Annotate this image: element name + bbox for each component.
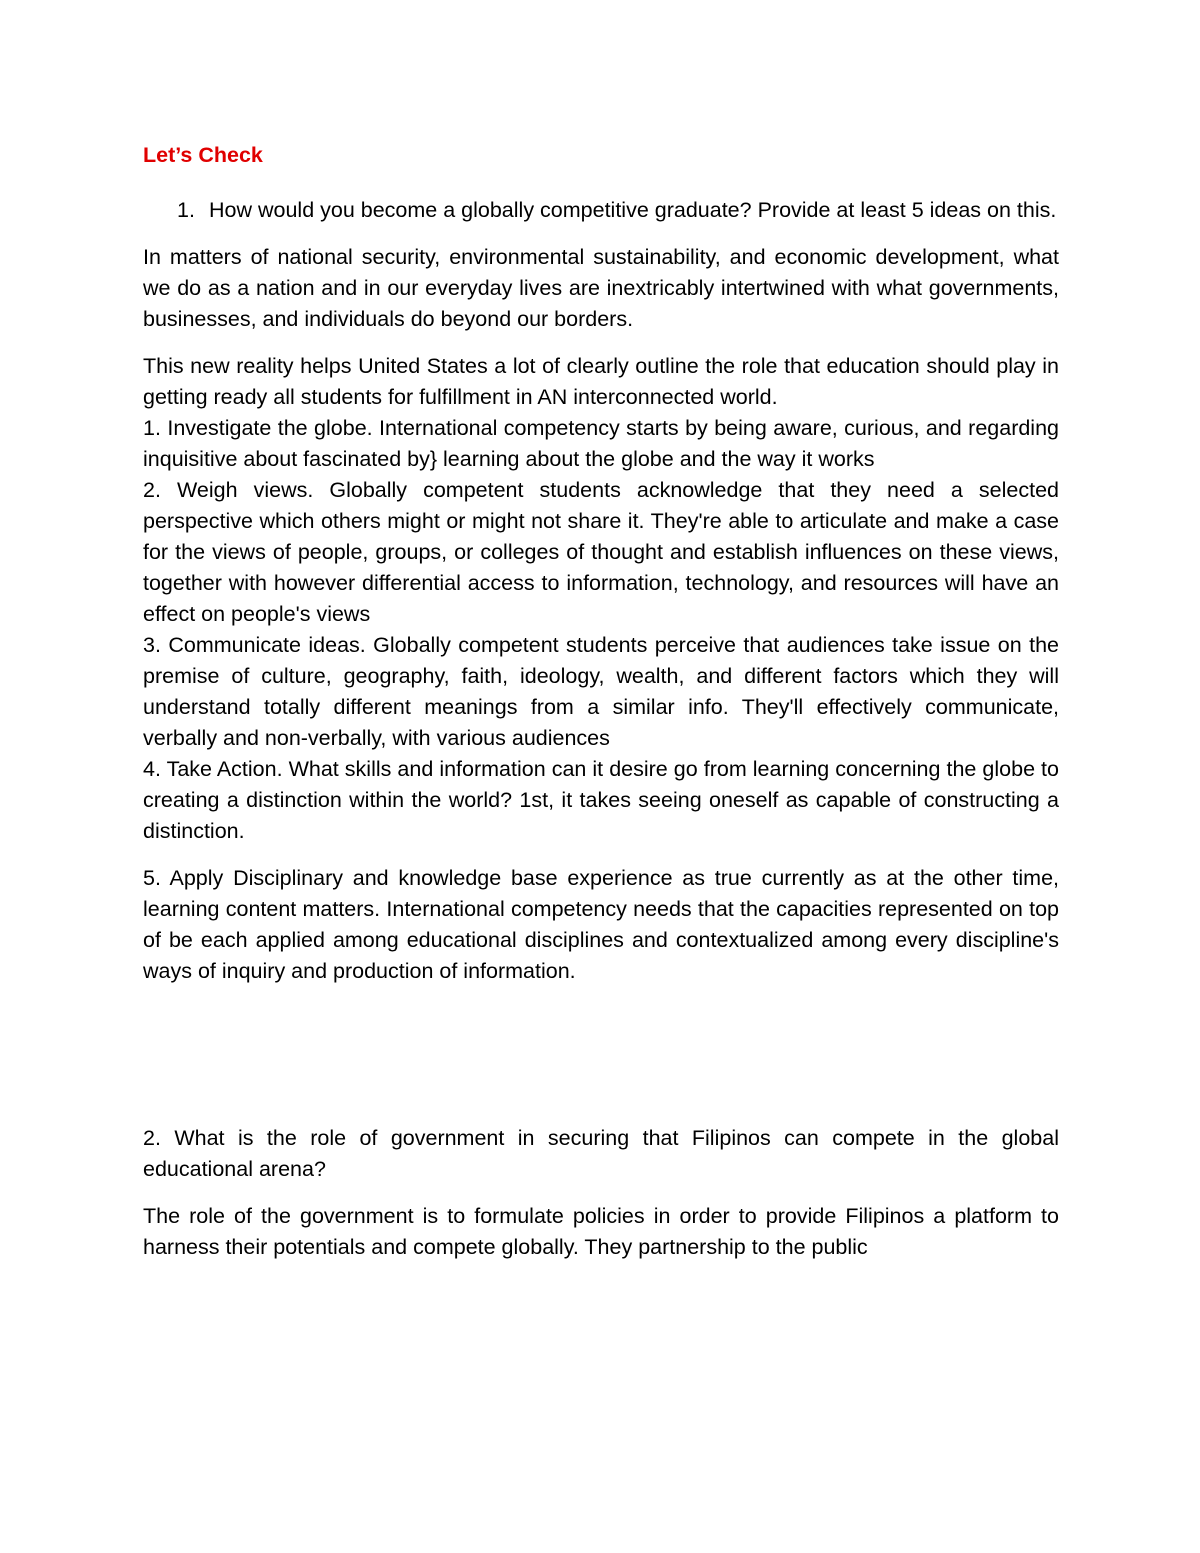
list-item-weigh-views: 2. Weigh views. Globally competent students acknowledge that they need a selected perspective which others might or might not share it. They're able to articulate and make a case for the views of people, groups, or colleges of thought and establish influences on these views, together with however differential access to information, technology, and resources will have an effect on people's views: [143, 478, 1059, 626]
question-1-number: 1.: [177, 198, 195, 222]
list-item-investigate: 1. Investigate the globe. International competency starts by being aware, curious, and regarding inquisitive about fascinated by} learning about the globe and the way it works: [143, 416, 1059, 471]
question-1-text: How would you become a globally competitive graduate? Provide at least 5 ideas on this.: [209, 198, 1057, 222]
list-item-communicate: 3. Communicate ideas. Globally competent students perceive that audiences take issue on the premise of culture, geography, faith, ideology, wealth, and different factors which they will understand totally different meanings from a similar info. They'll effectively communicate, verbally and non-verbally, with various audiences: [143, 633, 1059, 750]
list-item-take-action: 4. Take Action. What skills and information can it desire go from learning concerning the globe to creating a distinction within the world? 1st, it takes seeing oneself as capable of constructing a distinction.: [143, 757, 1059, 843]
section-heading: Let’s Check: [143, 143, 263, 167]
paragraph-national-security: In matters of national security, environmental sustainability, and economic development, what we do as a nation and in our everyday lives are inextricably intertwined with what governments, businesses, and individuals do beyond our borders.: [143, 245, 1059, 331]
question-1: [143, 195, 1059, 226]
blank-space: [143, 1003, 1059, 1123]
question-2-text: 2. What is the role of government in securing that Filipinos can compete in the global educational arena?: [143, 1126, 1059, 1181]
document-page: [143, 140, 1059, 1279]
list-item-apply-disciplinary: 5. Apply Disciplinary and knowledge base experience as true currently as at the other time, learning content matters. International competency needs that the capacities represented on top of be each applied among educational disciplines and contextualized among every discipline's ways of inquiry and production of information.: [143, 866, 1059, 983]
answer-2-paragraph: The role of the government is to formulate policies in order to provide Filipinos a platform to harness their potentials and compete globally. They partnership to the public: [143, 1204, 1059, 1259]
paragraph-new-reality: This new reality helps United States a lot of clearly outline the role that education should play in getting ready all students for fulfillment in AN interconnected world.: [143, 354, 1059, 409]
